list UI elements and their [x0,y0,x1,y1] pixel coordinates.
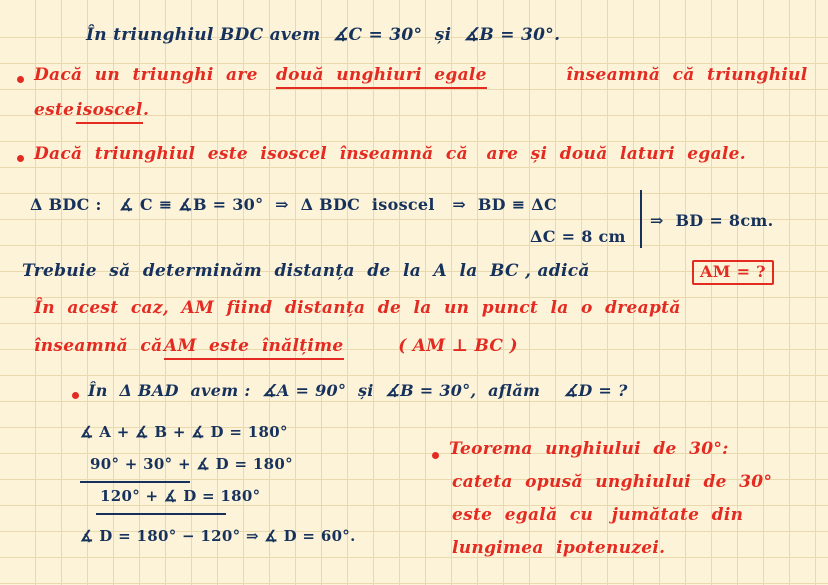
math-line-14: 120° + ∡ D = 180° [100,487,261,505]
theorem-line-4: lungimea ipotenuzei. [452,538,666,558]
text-line-1: În triunghiul BDC avem ∡C = 30° și ∡B = 30°. [86,25,561,45]
text-line-8a: Trebuie să determinăm distanța de la A la BC , adică [22,261,590,281]
math-line-13: 90° + 30° + ∡ D = 180° [90,455,293,473]
text-line-9: În acest caz, AM fiind distanța de la un punct la o dreaptă [34,298,681,318]
text-line-2c: înseamnă că triunghiul [560,65,808,85]
text-line-10b-underlined: AM este înălțime [164,337,344,360]
text-line-3c: . [143,100,150,120]
text-line-3a: este [34,100,81,120]
text-line-2b-underlined: două unghiuri egale [276,66,487,89]
math-line-7: ⇒ BD = 8cm. [650,211,774,230]
bullet-point-1 [17,76,24,83]
answer-box-am: AM = ? [692,260,774,285]
theorem-line-3: este egală cu jumătate din [452,505,744,525]
brace-vertical-divider [640,190,642,248]
theorem-line-2: cateta opusă unghiului de 30° [452,472,773,492]
text-line-10c: ( AM ⊥ BC ) [392,336,518,356]
equation-underline-2 [96,513,226,515]
text-line-10a: înseamnă că [34,336,169,356]
math-line-12: ∡ A + ∡ B + ∡ D = 180° [80,423,288,441]
text-line-2a: Dacă un triunghi are [34,65,264,85]
text-line-4: Dacă triunghiul este isoscel înseamnă că are și două laturi egale. [34,144,747,164]
bullet-point-theorem [432,452,439,459]
math-line-6: ΔC = 8 cm [530,227,626,246]
math-line-15: ∡ D = 180° − 120° ⇒ ∡ D = 60°. [80,527,356,545]
bullet-point-2 [17,155,24,162]
theorem-line-1: Teorema unghiului de 30°: [449,439,729,459]
equation-underline-1 [80,481,190,483]
math-line-5: Δ BDC : ∡ C ≡ ∡B = 30° ⇒ Δ BDC isoscel ⇒ BD ≡ ΔC [30,195,558,214]
text-line-3b-underlined: isoscel [76,101,143,124]
text-line-11: În Δ BAD avem : ∡A = 90° și ∡B = 30°, aflăm ∡D = ? [88,381,628,400]
bullet-point-3 [72,392,79,399]
